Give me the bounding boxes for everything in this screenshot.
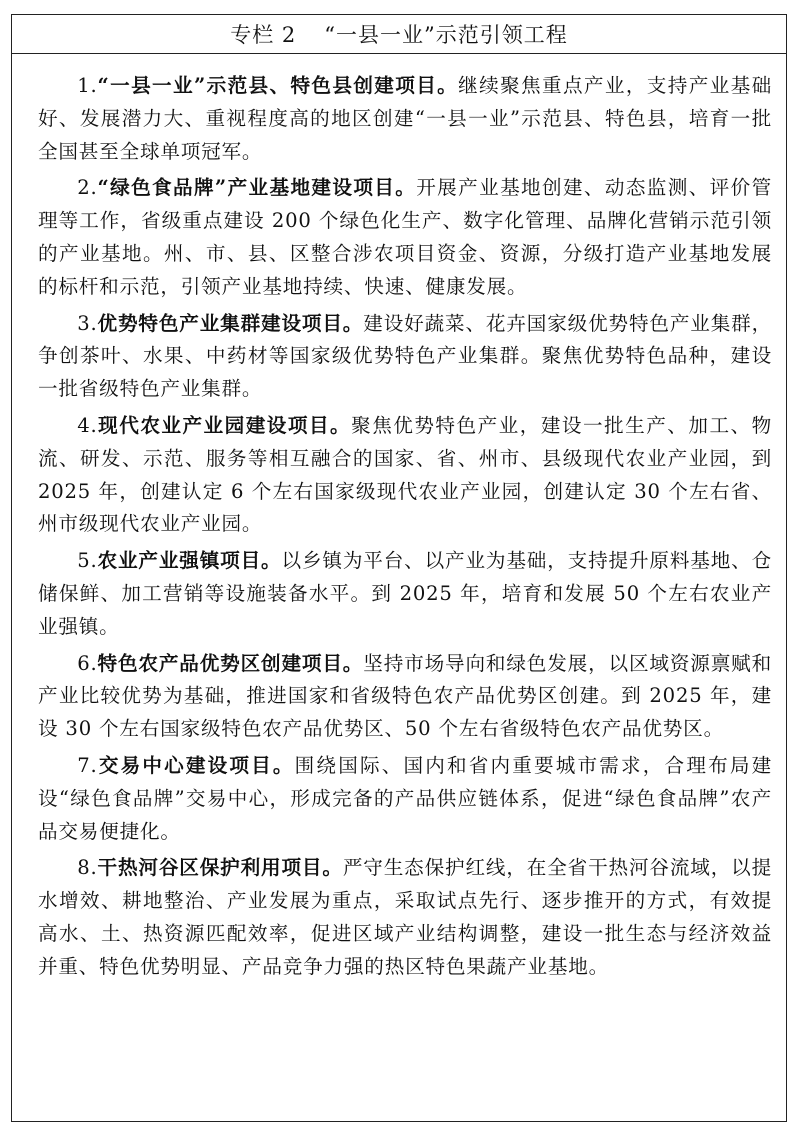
box-label: 专栏 2: [230, 23, 297, 47]
item-number: 4.: [77, 413, 98, 437]
item-body: 建设好蔬菜、花卉国家级优势特色产业集群，争创茶叶、水果、中药材等国家级优势特色产业集群。聚焦优势特色品种，建设一批省级特色产业集群。: [38, 311, 772, 401]
item-number: 1.: [77, 74, 98, 97]
item-title: “一县一业”示范县、特色县创建项目。: [97, 74, 459, 97]
item-body: 聚焦优势特色产业，建设一批生产、加工、物流、研发、示范、服务等相互融合的国家、省、州市、县级现代农业产业园，到 2025 年，创建认定 6 个左右国家级现代农业产业园，创建认定 30 个左右省、州市级现代农业产业园。: [38, 413, 772, 536]
item-title: 特色农产品优势区创建项目。: [97, 651, 364, 675]
item-title: 交易中心建设项目。: [97, 753, 295, 777]
item-body: 严守生态保护红线，在全省干热河谷流域，以提水增效、耕地整治、产业发展为重点，采取试点先行、逐步推开的方式，有效提高水、土、热资源匹配效率，促进区域产业结构调整，建设一批生态与经济效益并重、特色优势明显、产品竞争力强的热区特色果蔬产业基地。: [38, 856, 772, 978]
item-number: 2.: [77, 176, 98, 200]
item-number: 6.: [77, 651, 98, 675]
box-title: “一县一业”示范引领工程: [324, 23, 568, 47]
item-title: “绿色食品牌”产业基地建设项目。: [97, 176, 417, 200]
item-title: 现代农业产业园建设项目。: [97, 413, 352, 437]
project-item: [38, 545, 772, 643]
item-number: 7.: [77, 753, 98, 777]
feature-box: [11, 14, 787, 1122]
item-title: 优势特色产业集群建设项目。: [97, 311, 364, 335]
item-body: 围绕国际、国内和省内重要城市需求，合理布局建设“绿色食品牌”交易中心，形成完备的产品供应链体系，促进“绿色食品牌”农产品交易便捷化。: [38, 753, 772, 843]
project-item: [38, 648, 772, 746]
item-number: 3.: [77, 311, 98, 335]
box-content: [12, 54, 786, 984]
project-item: [38, 410, 772, 541]
project-item: [38, 70, 772, 168]
item-body: 坚持市场导向和绿色发展，以区域资源禀赋和产业比较优势为基础，推进国家和省级特色农产品优势区创建。到 2025 年，建设 30 个左右国家级特色农产品优势区、50 个左右省级特色农产品优势区。: [38, 651, 772, 741]
project-item: [38, 750, 772, 848]
item-title: 干热河谷区保护利用项目。: [97, 856, 343, 880]
project-item: [38, 852, 772, 983]
box-header: [12, 15, 786, 54]
project-item: [38, 172, 772, 303]
project-item: [38, 308, 772, 406]
item-number: 5.: [77, 549, 98, 573]
item-body: 继续聚焦重点产业，支持产业基础好、发展潜力大、重视程度高的地区创建“一县一业”示范县、特色县，培育一批全国甚至全球单项冠军。: [38, 74, 772, 163]
item-body: 开展产业基地创建、动态监测、评价管理等工作，省级重点建设 200 个绿色化生产、数字化管理、品牌化营销示范引领的产业基地。州、市、县、区整合涉农项目资金、资源，分级打造产业基地发展的标杆和示范，引领产业基地持续、快速、健康发展。: [38, 176, 772, 298]
item-title: 农业产业强镇项目。: [97, 549, 282, 573]
item-body: 以乡镇为平台、以产业为基础，支持提升原料基地、仓储保鲜、加工营销等设施装备水平。到 2025 年，培育和发展 50 个左右农业产业强镇。: [38, 549, 773, 638]
item-number: 8.: [77, 856, 98, 880]
